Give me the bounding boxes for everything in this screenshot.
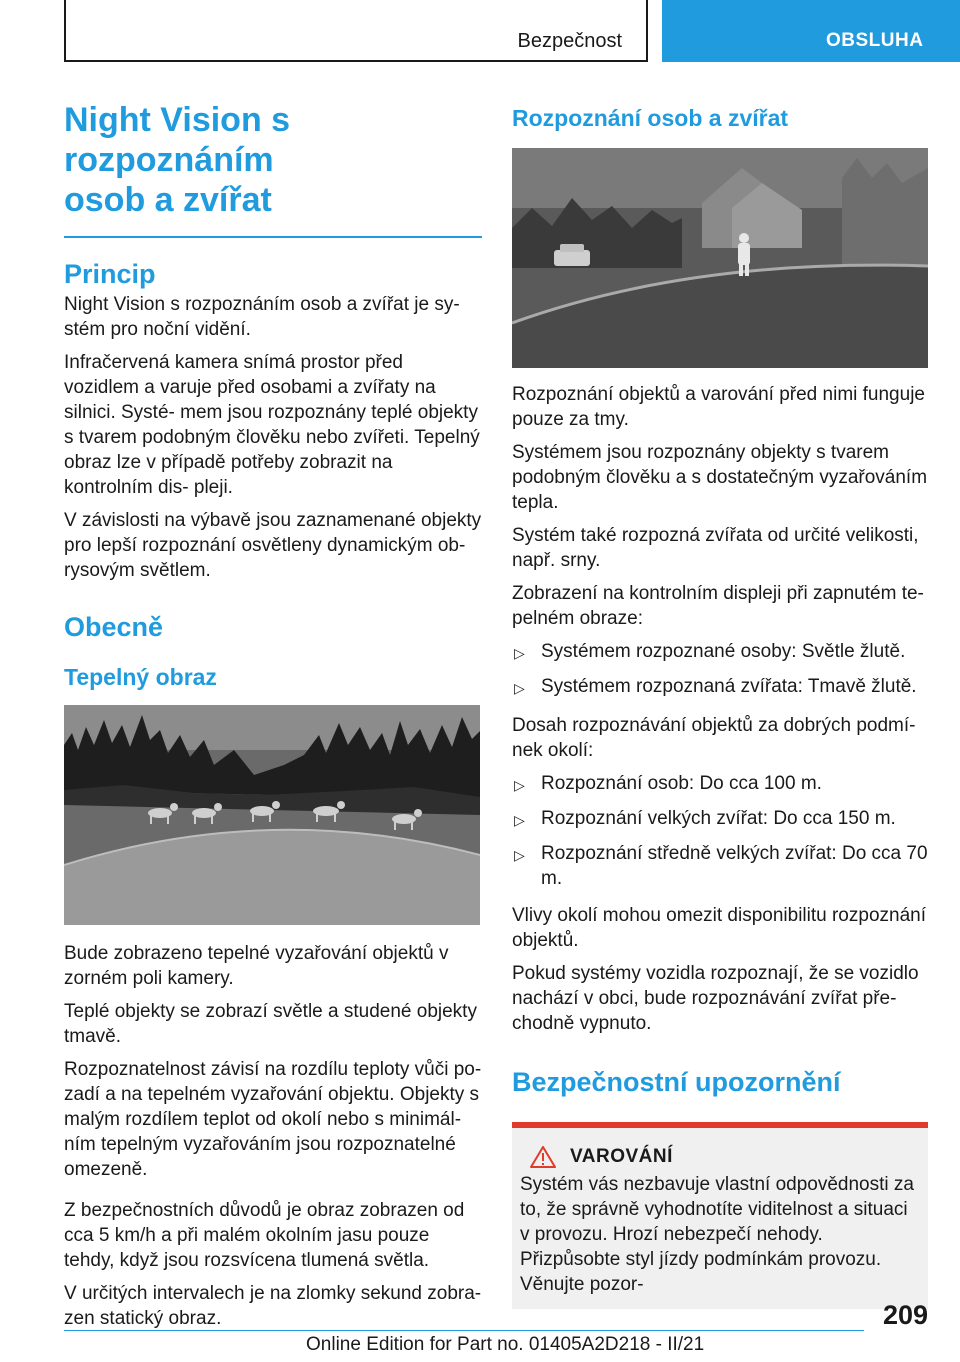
paragraph: Rozpoznatelnost závisí na rozdílu teploty vůči po‐ zadí a na tepelném vyzařování objektu. Objekty s malým rozdílem teplot od okolí nebo s minimál‐ ním tepelným vyzařováním jsou rozpoznatelné omezeně. — [64, 1059, 482, 1180]
paragraph: Bude zobrazeno tepelné vyzařování objektů v zorném poli kamery. — [64, 943, 449, 989]
header-section-title: Bezpečnost — [517, 30, 622, 52]
list-item-text: Systémem rozpoznaná zvířata: Tmavě žlutě. — [541, 676, 917, 697]
warning-triangle-icon — [530, 1146, 556, 1168]
paragraph: V závislosti na výbavě jsou zaznamenané objekty pro lepší rozpoznání osvětleny dynamickým ob‐ rysovým světlem. — [64, 510, 482, 581]
thermal-image-figure — [64, 705, 480, 925]
paragraph: Systém také rozpozná zvířata od určité velikosti, např. srny. — [512, 525, 919, 571]
list-item-text: Rozpoznání osob: Do cca 100 m. — [541, 773, 822, 794]
paragraph: Rozpoznání objektů a varování před nimi funguje pouze za tmy. — [512, 384, 925, 430]
triangle-right-outline-icon: ▷ — [514, 777, 525, 793]
paragraph: Pokud systémy vozidla rozpoznají, že se vozidlo nachází v obci, bude rozpoznávání zvířat pře‐ chodně vypnuto. — [512, 963, 919, 1034]
paragraph: Systémem jsou rozpoznány objekty s tvarem podobným člověku a s dostatečným vyzařováním tepla. — [512, 442, 928, 513]
left-column — [64, 100, 482, 1339]
page-title-line-2: osob a zvířat — [64, 181, 272, 219]
warning-title-row — [520, 1146, 920, 1168]
display-bullet-list — [512, 639, 928, 699]
paragraph: Dosah rozpoznávání objektů za dobrých podmí‐ nek okolí: — [512, 715, 916, 761]
right-column — [512, 100, 928, 1309]
page-title-line-1: Night Vision s rozpoznáním — [64, 101, 291, 179]
footer-edition: Online Edition for Part no. 01405A2D218 - II/21 — [306, 1334, 705, 1355]
footer-rule — [64, 1330, 864, 1331]
heading-safety-notes: Bezpečnostní upozornění — [512, 1067, 841, 1097]
heading-thermal-image: Tepelný obraz — [64, 664, 217, 690]
heading-recognition: Rozpoznání osob a zvířat — [512, 105, 789, 131]
warning-text: Systém vás nezbavuje vlastní odpovědnosti za to, že správně vyhodnotíte viditelnost a situaci v provozu. Hrozí nebezpečí nehody. Přizpůsobte styl jízdy podmínkám provozu. Věnujte pozor‐ — [520, 1174, 914, 1295]
list-item-text: Rozpoznání velkých zvířat: Do cca 150 m. — [541, 808, 896, 829]
list-item — [512, 771, 928, 796]
list-item — [512, 806, 928, 831]
header-section-box — [64, 0, 648, 62]
page-title — [64, 100, 482, 220]
triangle-right-outline-icon: ▷ — [514, 680, 525, 696]
paragraph: Teplé objekty se zobrazí světle a studené objekty tmavě. — [64, 1001, 477, 1047]
warning-box — [512, 1122, 928, 1309]
paragraph: Night Vision s rozpoznáním osob a zvířat je sy‐ stém pro noční vidění. — [64, 294, 460, 340]
header-chapter-tab: OBSLUHA — [662, 0, 960, 62]
list-item — [512, 674, 928, 699]
paragraph: Z bezpečnostních důvodů je obraz zobrazen od cca 5 km/h a při malém okolním jasu pouze tehdy, když jsou rozsvícena tlumená světla. — [64, 1200, 465, 1271]
paragraph: Infračervená kamera snímá prostor před vozidlem a varuje před osobami a zvířaty na silnici. Systé‐ mem jsou rozpoznány teplé objekty s tvarem podobným člověku nebo zvířeti. Tepelný obraz lze v případě potřeby zobrazit na kontrolním dis‐ pleji. — [64, 352, 480, 498]
list-item — [512, 639, 928, 664]
heading-principle: Princip — [64, 259, 156, 289]
list-item-text: Systémem rozpoznané osoby: Světle žlutě. — [541, 641, 906, 662]
paragraph: Vlivy okolí mohou omezit disponibilitu rozpoznání objektů. — [512, 905, 926, 951]
warning-title: VAROVÁNÍ — [570, 1146, 673, 1167]
triangle-right-outline-icon: ▷ — [514, 847, 525, 863]
list-item — [512, 841, 928, 891]
range-bullet-list — [512, 771, 928, 891]
paragraph: V určitých intervalech je na zlomky sekund zobra‐ zen statický obraz. — [64, 1283, 482, 1329]
title-rule — [64, 236, 482, 238]
triangle-right-outline-icon: ▷ — [514, 645, 525, 661]
page-number: 209 — [882, 1300, 928, 1330]
heading-general: Obecně — [64, 612, 164, 642]
triangle-right-outline-icon: ▷ — [514, 812, 525, 828]
list-item-text: Rozpoznání středně velkých zvířat: Do cca 70 m. — [541, 843, 928, 889]
paragraph: Zobrazení na kontrolním displeji při zapnutém te‐ pelném obraze: — [512, 583, 924, 629]
recognition-image-figure — [512, 148, 928, 368]
